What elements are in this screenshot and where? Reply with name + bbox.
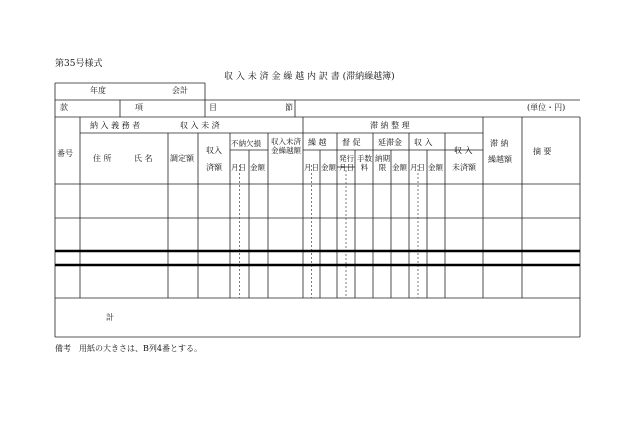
total-label: 計 xyxy=(106,313,114,322)
header-kurikoshi-tsukihi: 月日 xyxy=(304,163,319,172)
header-shunyu-tsukihi: 月日 xyxy=(410,163,425,172)
header-shunyu-mi: 収 入 未 済 xyxy=(180,121,220,130)
header-shunyu-mizumi-2: 未済額 xyxy=(452,163,476,172)
note-text: 備考 用紙の大きさは、B列4番とする。 xyxy=(55,344,202,353)
header-nofu-kigen: 納期限 xyxy=(375,154,390,172)
header-kurikoshi: 繰 越 xyxy=(308,138,327,147)
kou-label: 項 xyxy=(135,103,143,112)
header-funo-kingaku: 金額 xyxy=(250,163,265,172)
header-kurikoshi-kingaku: 金額 xyxy=(321,163,336,172)
header-jusho: 住 所 xyxy=(93,154,112,163)
header-bango: 番号 xyxy=(57,149,73,158)
header-funo-kesson: 不納欠損 xyxy=(231,139,261,148)
header-entai-kingaku: 金額 xyxy=(392,163,407,172)
form-number: 第35号様式 xyxy=(55,59,103,69)
header-hakko-tsukihi: 発行月日 xyxy=(339,154,354,172)
header-tainou-kurikoshi-1: 滞 納 xyxy=(490,139,509,148)
header-tokusoku: 督 促 xyxy=(342,138,361,147)
header-funo-tsukihi: 月日 xyxy=(231,163,246,172)
header-tainou-kurikoshi-2: 繰越額 xyxy=(488,155,512,164)
form-title: 収 入 未 済 金 繰 越 内 訳 書 (滞納繰越簿) xyxy=(224,72,395,82)
header-shunyu: 収 入 xyxy=(414,138,433,147)
header-enteikin: 延滞金 xyxy=(378,138,402,147)
setsu-label: 節 xyxy=(285,103,293,112)
unit-label: (単位・円) xyxy=(527,103,566,112)
header-shunyu-zumi-2: 済額 xyxy=(206,163,222,172)
moku-label: 目 xyxy=(209,103,217,112)
header-tainou-seiri: 滞 納 整 理 xyxy=(370,121,410,130)
header-nonyu-gimusha: 納 入 義 務 者 xyxy=(90,121,141,130)
kaikei-label: 会計 xyxy=(172,86,188,95)
header-shunyu-kingaku: 金額 xyxy=(428,163,443,172)
header-shunyu-mizumi-1: 収 入 xyxy=(454,146,473,155)
header-shunyu-mi-kurikoshi: 収入未済金繰越額 xyxy=(271,137,301,155)
kan-label: 款 xyxy=(60,103,68,112)
header-shimei: 氏 名 xyxy=(134,154,153,163)
header-tesuryo: 手数料 xyxy=(357,154,372,172)
header-tekiyo: 摘 要 xyxy=(533,147,552,156)
header-chotei-gaku: 調定額 xyxy=(170,154,194,163)
header-shunyu-zumi-1: 収入 xyxy=(206,146,222,155)
nendo-label: 年度 xyxy=(90,86,106,95)
